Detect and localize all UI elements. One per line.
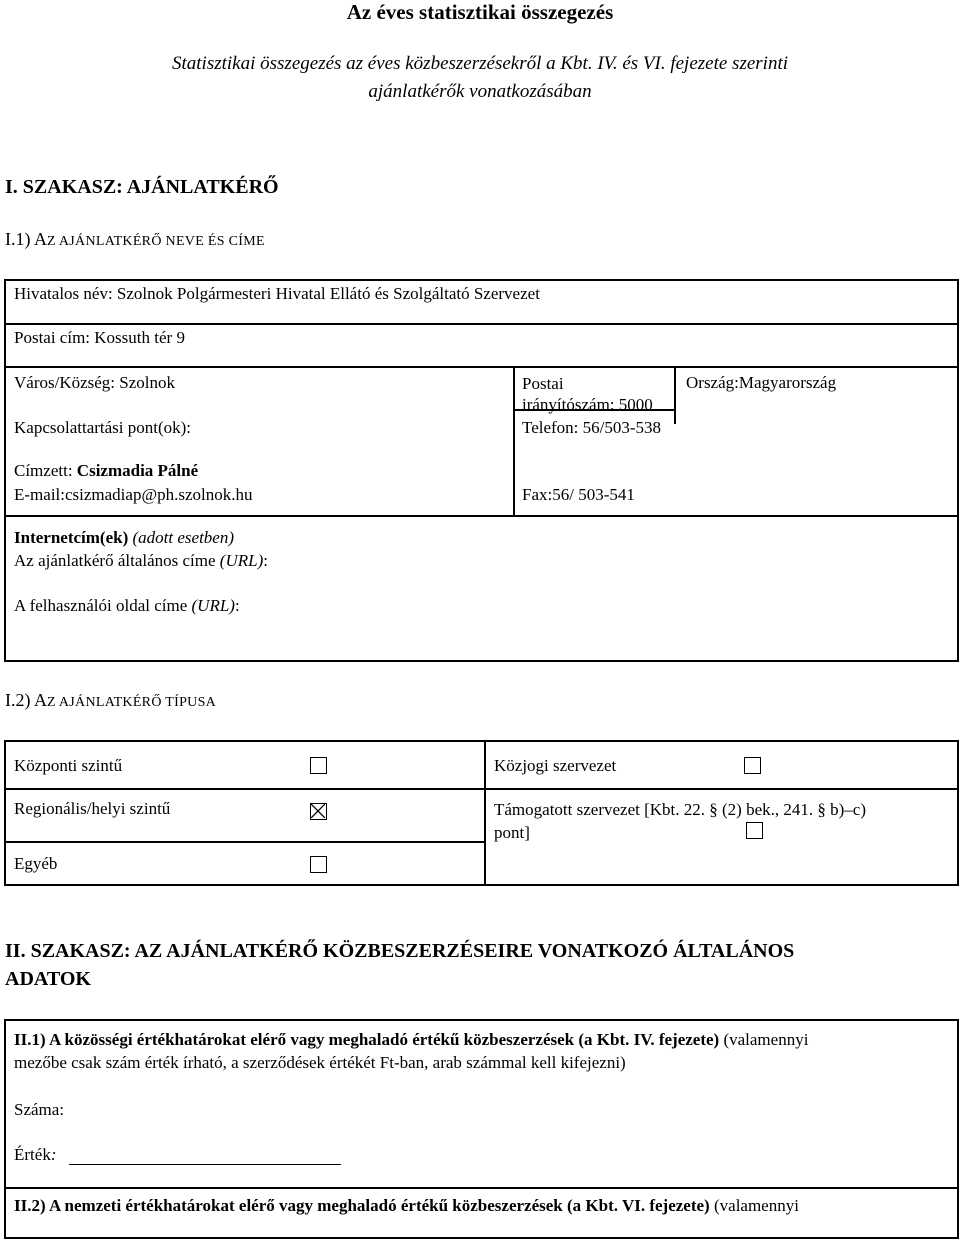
- type-central-checkbox[interactable]: [310, 757, 327, 774]
- type-public-body-checkbox[interactable]: [744, 757, 761, 774]
- subsection-1-2-title: I.2) AZ AJÁNLATKÉRŐ TÍPUSA: [5, 690, 217, 710]
- checked-cross-icon: [311, 804, 325, 818]
- section-1-title: I. SZAKASZ: AJÁNLATKÉRŐ: [5, 176, 279, 198]
- type-regional-label: Regionális/helyi szintű: [14, 799, 171, 818]
- ii2-heading: II.2) A nemzeti értékhatárokat elérő vagy meghaladó értékű közbeszerzések (a Kbt. VI. fejezete) (valamennyi: [14, 1196, 799, 1215]
- value-field: Érték:: [14, 1145, 341, 1165]
- general-url: Az ajánlatkérő általános címe (URL):: [14, 551, 268, 570]
- country: Ország:Magyarország: [686, 373, 837, 392]
- type-public-body-label: Közjogi szervezet: [494, 756, 617, 775]
- type-subsidized-label: Támogatott szervezet [Kbt. 22. § (2) bek., 241. § b)–c) pont]: [494, 800, 866, 842]
- type-regional-checkbox[interactable]: [310, 803, 327, 820]
- count-label: Száma:: [14, 1100, 65, 1119]
- section-2-title: II. SZAKASZ: AZ AJÁNLATKÉRŐ KÖZBESZERZÉSEIRE VONATKOZÓ ÁLTALÁNOS ADATOK: [5, 940, 795, 990]
- email: E-mail:csizmadiap@ph.szolnok.hu: [14, 485, 253, 504]
- document-title: Az éves statisztikai összegezés: [346, 0, 614, 24]
- recipient: Címzett: Csizmadia Pálné: [14, 461, 199, 480]
- official-name: Hivatalos név: Szolnok Polgármesteri Hivatal Ellátó és Szolgáltató Szervezet: [14, 284, 540, 303]
- postal-code: Postai irányítószám: 5000: [522, 374, 653, 414]
- buyer-profile-url: A felhasználói oldal címe (URL):: [14, 596, 240, 615]
- phone: Telefon: 56/503-538: [522, 418, 662, 437]
- contact-point-label: Kapcsolattartási pont(ok):: [14, 418, 192, 437]
- fax: Fax:56/ 503-541: [522, 485, 635, 504]
- type-other-label: Egyéb: [14, 854, 58, 873]
- internet-label: Internetcím(ek) (adott esetben): [14, 528, 234, 547]
- city: Város/Község: Szolnok: [14, 373, 176, 392]
- type-subsidized-checkbox[interactable]: [746, 822, 763, 839]
- postal-address: Postai cím: Kossuth tér 9: [14, 328, 185, 347]
- ii1-heading: II.1) A közösségi értékhatárokat elérő vagy meghaladó értékű közbeszerzések (a Kbt. IV. fejezete) (valamennyi mezőbe csak szám érték írható, a szerződések értékét Ft-ban, arab számmal kell kifejezni): [14, 1030, 809, 1072]
- type-central-label: Központi szintű: [14, 756, 123, 775]
- subsection-1-1-title: I.1) AZ AJÁNLATKÉRŐ NEVE ÉS CÍME: [5, 229, 265, 249]
- type-other-checkbox[interactable]: [310, 856, 327, 873]
- value-input-line[interactable]: [69, 1164, 341, 1165]
- document-subtitle: Statisztikai összegezés az éves közbeszerzésekről a Kbt. IV. és VI. fejezete szerinti ajánlatkérők vonatkozásában: [172, 53, 788, 102]
